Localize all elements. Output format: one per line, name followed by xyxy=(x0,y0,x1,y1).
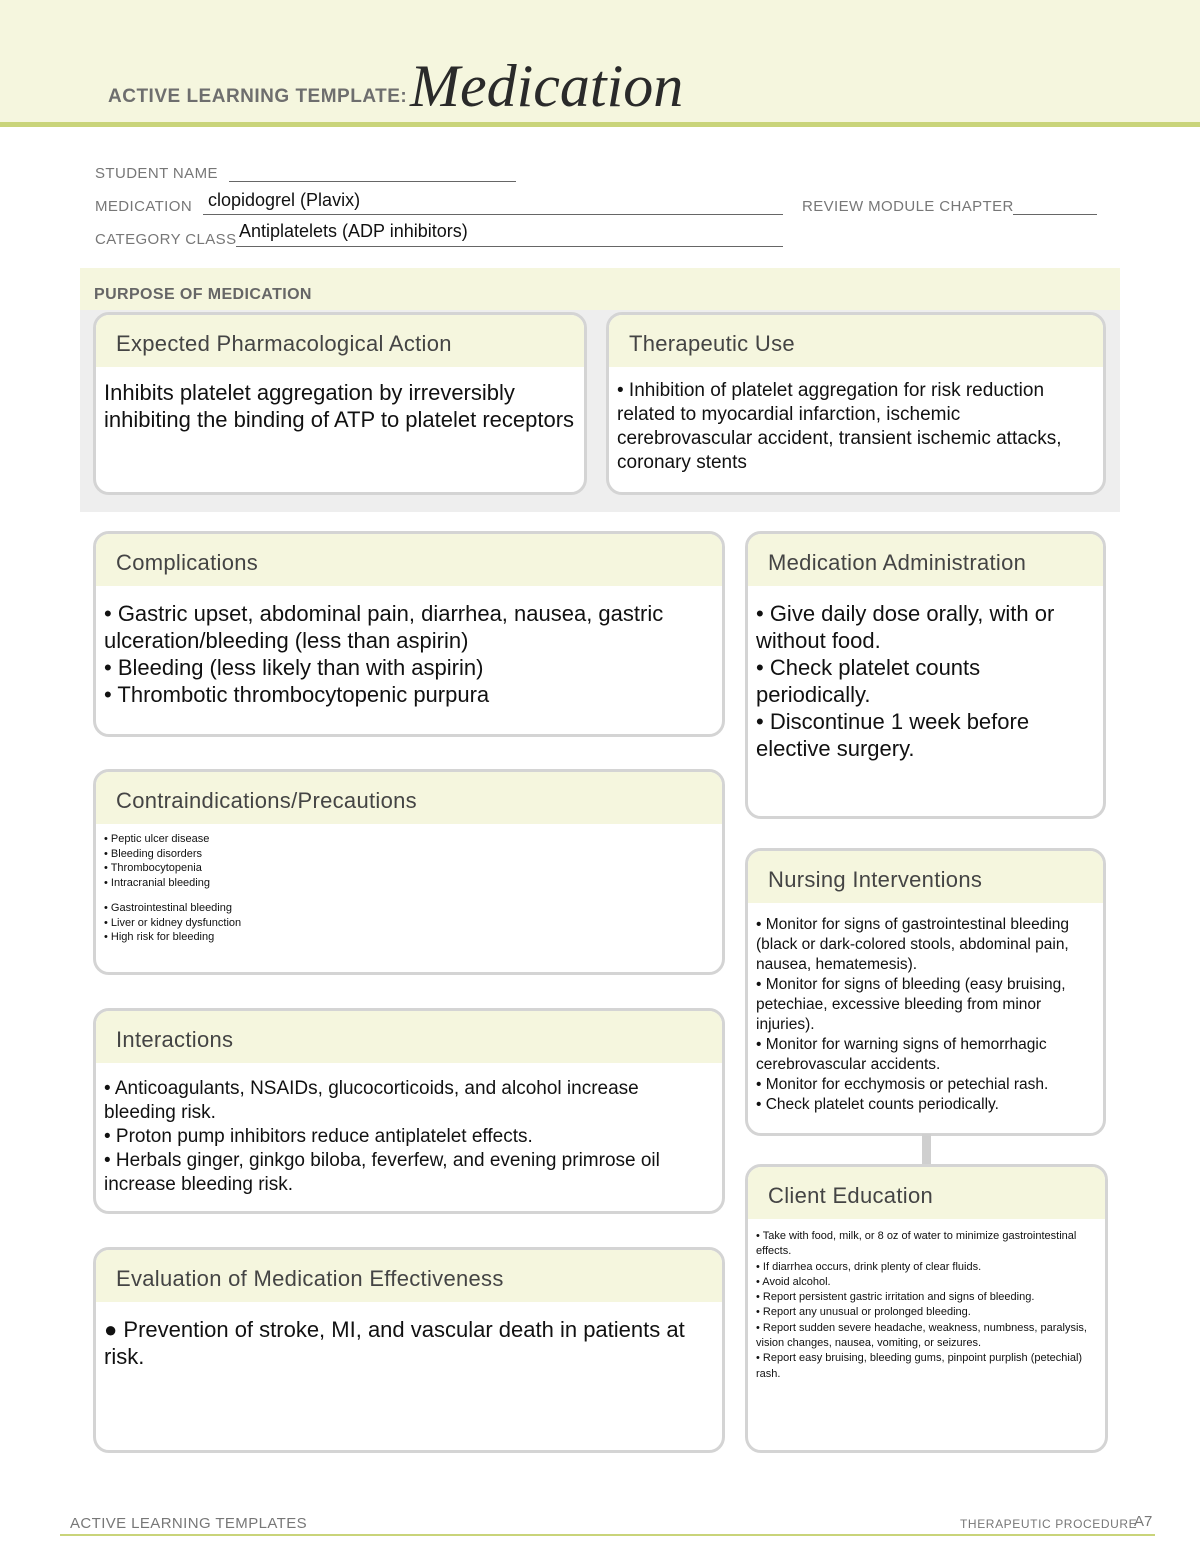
complications-line: • Thrombotic thrombocytopenic purpura xyxy=(104,682,490,707)
student-name-label: STUDENT NAME xyxy=(95,165,218,182)
contraindications-line: • Bleeding disorders xyxy=(104,847,203,860)
evaluation-line: ● Prevention of stroke, MI, and vascular death in patients at risk. xyxy=(104,1317,685,1369)
education-body[interactable] xyxy=(748,1219,1105,1382)
medication-label: MEDICATION xyxy=(95,198,193,215)
contraindications-line: • Peptic ulcer disease xyxy=(104,833,210,845)
expected-action-card xyxy=(93,312,587,495)
complications-line: • Gastric upset, abdominal pain, diarrhea, nausea, gastric ulceration/bleeding (less than aspirin) xyxy=(104,601,664,653)
interactions-card xyxy=(93,1008,725,1214)
contraindications-spacer xyxy=(104,890,714,901)
contraindications-line: • High risk for bleeding xyxy=(104,931,215,943)
contraindications-title: Contraindications/Precautions xyxy=(96,772,722,824)
footer-rule xyxy=(60,1534,1155,1536)
medication-line xyxy=(203,214,783,215)
contraindications-body[interactable] xyxy=(96,824,722,945)
connector-bar xyxy=(922,1134,931,1166)
administration-card xyxy=(745,531,1106,819)
contraindications-line: • Liver or kidney dysfunction xyxy=(104,916,242,929)
education-card xyxy=(745,1164,1108,1453)
interactions-line: • Herbals ginger, ginkgo biloba, feverfew, and evening primrose oil increase bleeding risk. xyxy=(104,1150,660,1195)
therapeutic-use-title: Therapeutic Use xyxy=(609,315,1103,367)
evaluation-title: Evaluation of Medication Effectiveness xyxy=(96,1250,722,1302)
expected-action-title: Expected Pharmacological Action xyxy=(96,315,584,367)
therapeutic-use-line: • Inhibition of platelet aggregation for risk reduction related to myocardial infarction, ischemic cerebrovascular accident, transient ischemic attacks, coronary stents xyxy=(617,380,1062,473)
purpose-label: PURPOSE OF MEDICATION xyxy=(94,286,312,303)
page-title: Medication xyxy=(410,53,684,119)
nursing-line: • Monitor for warning signs of hemorrhagic cerebrovascular accidents. xyxy=(756,1036,1047,1073)
student-name-line xyxy=(229,181,516,182)
evaluation-body[interactable] xyxy=(96,1302,722,1370)
nursing-title: Nursing Interventions xyxy=(748,851,1103,903)
therapeutic-use-card xyxy=(606,312,1106,495)
education-line: • Report any unusual or prolonged bleeding. xyxy=(756,1306,971,1319)
education-line: • Take with food, milk, or 8 oz of water to minimize gastrointestinal effects. xyxy=(756,1230,1077,1258)
education-line: • If diarrhea occurs, drink plenty of clear fluids. xyxy=(756,1260,982,1273)
interactions-title: Interactions xyxy=(96,1011,722,1063)
nursing-body[interactable] xyxy=(748,903,1103,1115)
interactions-line: • Proton pump inhibitors reduce antiplatelet effects. xyxy=(104,1126,533,1147)
expected-action-line: Inhibits platelet aggregation by irreversibly inhibiting the binding of ATP to platelet receptors xyxy=(104,380,575,432)
administration-line: • Check platelet counts periodically. xyxy=(756,655,981,707)
nursing-line: • Monitor for ecchymosis or petechial rash. xyxy=(756,1076,1049,1093)
footer-right: THERAPEUTIC PROCEDURE xyxy=(960,1517,1138,1531)
therapeutic-use-body[interactable] xyxy=(609,367,1103,475)
education-title: Client Education xyxy=(748,1167,1105,1219)
category-class-label: CATEGORY CLASS xyxy=(95,231,237,248)
medication-field[interactable]: clopidogrel (Plavix) xyxy=(208,190,361,210)
nursing-line: • Monitor for signs of bleeding (easy bruising, petechiae, excessive bleeding from minor injuries). xyxy=(756,976,1066,1033)
administration-line: • Give daily dose orally, with or without food. xyxy=(756,601,1055,653)
expected-action-body[interactable] xyxy=(96,367,584,433)
complications-title: Complications xyxy=(96,534,722,586)
contraindications-line: • Thrombocytopenia xyxy=(104,862,202,874)
contraindications-line: • Intracranial bleeding xyxy=(104,876,210,889)
education-line: • Report persistent gastric irritation and signs of bleeding. xyxy=(756,1291,1035,1304)
education-line: • Avoid alcohol. xyxy=(756,1275,831,1288)
interactions-body[interactable] xyxy=(96,1063,722,1197)
review-module-line xyxy=(1013,214,1097,215)
interactions-line: • Anticoagulants, NSAIDs, glucocorticoids, and alcohol increase bleeding risk. xyxy=(104,1078,639,1123)
page-number: A7 xyxy=(1134,1513,1153,1530)
contraindications-line: • Gastrointestinal bleeding xyxy=(104,902,232,914)
nursing-line: • Monitor for signs of gastrointestinal bleeding (black or dark-colored stools, abdominal pain, nausea, hematemesis). xyxy=(756,916,1070,973)
header-rule xyxy=(0,122,1200,127)
nursing-card xyxy=(745,848,1106,1136)
administration-line: • Discontinue 1 week before elective surgery. xyxy=(756,709,1030,761)
contraindications-card xyxy=(93,769,725,975)
administration-body[interactable] xyxy=(748,586,1103,762)
category-class-field[interactable]: Antiplatelets (ADP inhibitors) xyxy=(239,221,468,241)
education-line: • Report sudden severe headache, weakness, numbness, paralysis, vision changes, nausea, vomiting, or seizures. xyxy=(756,1321,1087,1350)
category-class-line xyxy=(236,246,783,247)
template-label: ACTIVE LEARNING TEMPLATE: xyxy=(108,86,408,107)
review-module-label: REVIEW MODULE CHAPTER xyxy=(802,198,1014,215)
footer-left: ACTIVE LEARNING TEMPLATES xyxy=(70,1515,307,1532)
evaluation-card xyxy=(93,1247,725,1453)
education-line: • Report easy bruising, bleeding gums, pinpoint purplish (petechial) rash. xyxy=(756,1352,1083,1380)
administration-title: Medication Administration xyxy=(748,534,1103,586)
nursing-line: • Check platelet counts periodically. xyxy=(756,1096,999,1113)
complications-body[interactable] xyxy=(96,586,722,708)
complications-card xyxy=(93,531,725,737)
complications-line: • Bleeding (less likely than with aspirin) xyxy=(104,655,484,680)
